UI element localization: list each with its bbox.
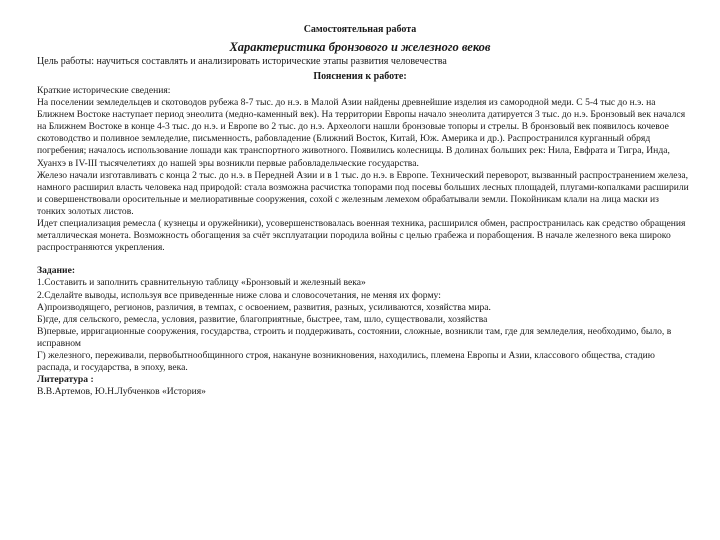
task-item: Б)где, для сельского, ремесла, условия, развитие, благоприятные, быстрее, там, шло, существовали, хозяйства xyxy=(37,313,488,325)
literature-item: В.В.Артемов, Ю.Н.Лубченков «История» xyxy=(37,386,206,398)
spacer xyxy=(37,254,689,265)
task-item: 2.Сделайте выводы, используя все приведенные ниже слова и словосочетания, не меняя их форму: xyxy=(37,289,441,301)
info-paragraph: На поселении земледельцев и скотоводов рубежа 8-7 тыс. до н.э. в Малой Азии найдены древнейшие изделия из самородной меди. С 5-4 тыс до н.э. на Ближнем Востоке наступает период энеолита (медно-каменный век). На территории Европы начало энеолита датируется 3 тыс. до н.э. Бронзовый век начался на Ближнем Востоке в конце 4-3 тыс. до н.э. и Европе во 2 тыс. до н.э. Археологи нашли бронзовые топоры и стрелы. В бронзовый век появилось кочевое скотоводство и поливное земледелие, письменность, рабовладение (Ближний Восток, Китай, Юж. Америка и др.). Распространился курганный обряд погребения; началось использование лошади как транспортного животного. Появились колесницы. В долинах больших рек: Нила, Евфрата и Тигра, Инда, Хуанхэ в IV-III тысячелетиях до нашей эры возникли первые рабовладельческие государства. xyxy=(37,97,686,169)
task-heading-text: Задание: xyxy=(37,265,76,277)
document-body xyxy=(37,85,689,398)
info-heading: Краткие исторические сведения: xyxy=(37,85,171,96)
literature-heading-text: Литература : xyxy=(37,374,94,386)
info-paragraph: Железо начали изготавливать с конца 2 тыс. до н.э. в Передней Азии и в 1 тыс. до н.э. в Европе. Технический переворот, вызванный распространением железа, намного расширил власть человека над природой: стала возможна расчистка топорами под посевы больших лесных площадей, плугами-копалками расширили и совершенствовали оросительные и мелиоративные сооружения, сохой с железным лемехом обрабатывали земли. Покойникам клали на лица маски из тонких золотых листов. xyxy=(37,169,689,217)
task-item: 1.Составить и заполнить сравнительную таблицу «Бронзовый и железный века» xyxy=(37,277,366,289)
document-supertitle: Самостоятельная работа xyxy=(303,24,417,35)
document-title: Характеристика бронзового и железного веков xyxy=(229,40,491,54)
task-item: В)первые, ирригационные сооружения, государства, строить и поддерживать, состоянии, сложные, возникли там, где для земледелия, необходимо, было, в исправном xyxy=(37,325,672,349)
task-heading xyxy=(37,265,689,277)
info-paragraph: Идет специализация ремесла ( кузнецы и оружейники), усовершенствовалась военная техника, расширился обмен, распространилась как средство обращения металлическая монета. Возможность обогащения за счёт эксплуатации породила войны с целью грабежа и порабощения. В начале железного века широко распространяются укрепления. xyxy=(37,218,686,254)
literature-heading xyxy=(37,374,689,386)
goal-line: Цель работы: научиться составлять и анализировать исторические этапы развития человечества xyxy=(37,56,447,67)
explanation-heading: Пояснения к работе: xyxy=(313,71,407,82)
task-item: А)производящего, регионов, различия, в темпах, с освоением, развития, разных, усиливаются, хозяйства мира. xyxy=(37,301,491,313)
task-item: Г) железного, переживали, первобытнообщинного строя, накануне возникновения, находились, племена Европы и Азии, классового общества, стадию распада, и государства, в эпоху, века. xyxy=(37,349,655,374)
